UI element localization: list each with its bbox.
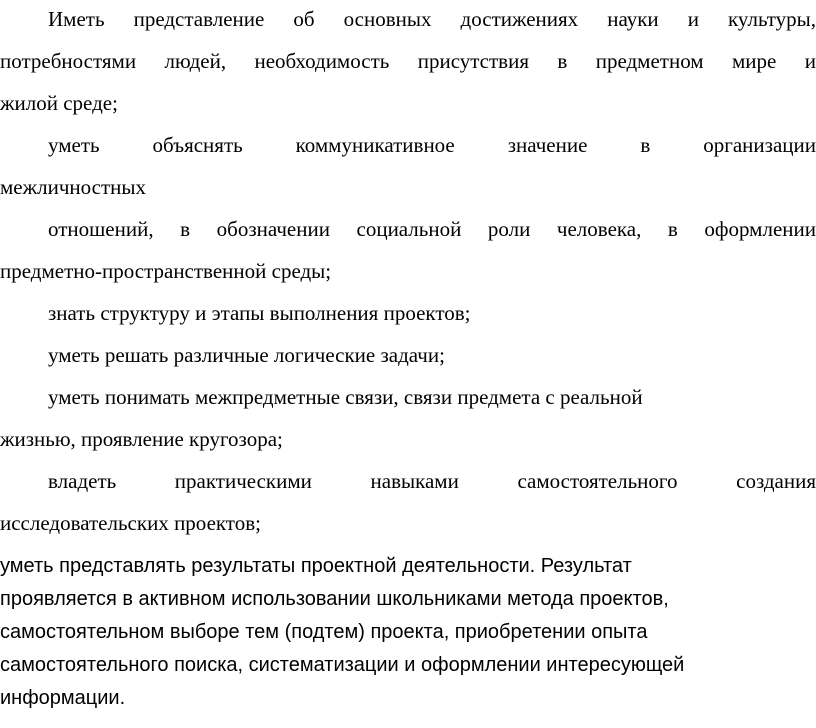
paragraph-6-line-2: жизнью, проявление кругозора; [0,427,283,451]
paragraph-8-line-4: самостоятельного поиска, систематизации и оформлении интересующей [0,654,685,676]
paragraph-8-line-2: проявляется в активном использовании школьниками метода проектов, [0,588,669,610]
paragraph-3-line-2: предметно-пространственной среды; [0,259,332,283]
paragraph-3-line-1: отношений, в обозначении социальной роли человека, в оформлении [48,217,816,241]
paragraph-8-line-1: уметь представлять результаты проектной деятельности. Результат [0,555,632,577]
paragraph-8-line-5: информации. [0,687,126,709]
paragraph-7-line-1: владеть практическими навыками самостоятельного создания [48,469,816,493]
paragraph-4-line-1: знать структуру и этапы выполнения проектов; [48,301,471,325]
paragraph-2-line-1: уметь объяснять коммуникативное значение в организации [48,133,816,157]
paragraph-8-line-3: самостоятельном выборе тем (подтем) проекта, приобретении опыта [0,621,648,643]
paragraph-6-line-1: уметь понимать межпредметные связи, связи предмета с реальной [48,385,643,409]
paragraph-1-line-3: жилой среде; [0,91,118,115]
paragraph-7-line-2: исследовательских проектов; [0,511,261,535]
paragraph-2-line-2: межличностных [0,175,147,199]
paragraph-5-line-1: уметь решать различные логические задачи; [48,343,445,367]
paragraph-1-line-2: потребностями людей, необходимость присутствия в предметном мире и [0,49,816,73]
paragraph-1-line-1: Иметь представление об основных достижениях науки и культуры, [48,7,816,31]
